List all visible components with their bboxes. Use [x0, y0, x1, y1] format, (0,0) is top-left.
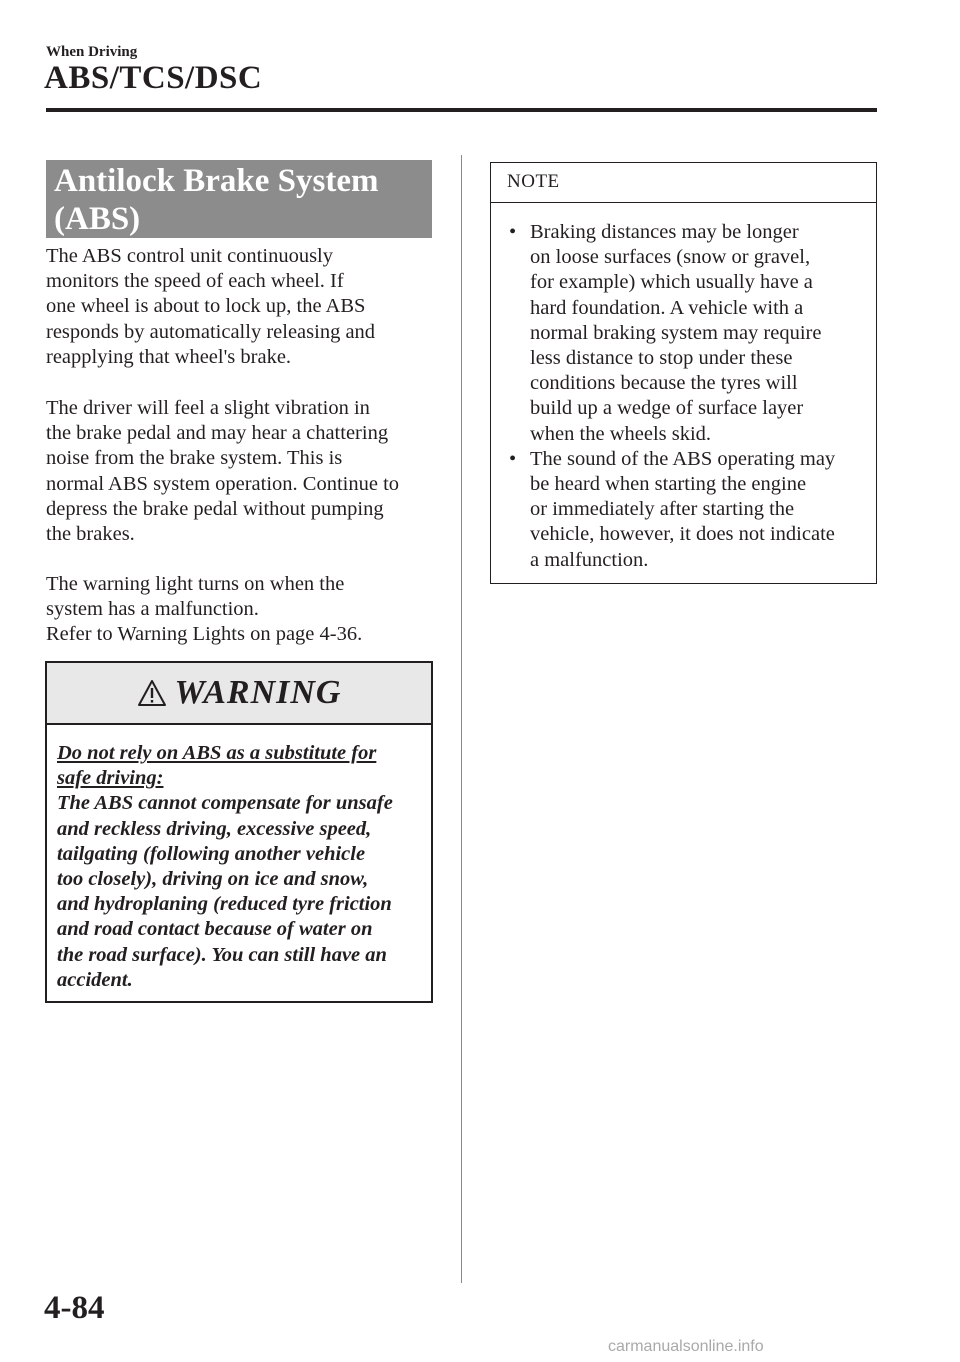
note-line: for example) which usually have a: [530, 271, 813, 294]
bullet-icon: •: [509, 447, 517, 470]
note-line: normal braking system may require: [530, 321, 822, 344]
page-number: 4-84: [44, 1290, 105, 1326]
warning-box: [45, 661, 433, 1003]
paragraph-abs-control: [46, 244, 438, 370]
note-line: build up a wedge of surface layer: [530, 397, 804, 420]
note-line: Braking distances may be longer: [530, 221, 799, 243]
header-rule: [46, 108, 877, 112]
paragraph-line: The driver will feel a slight vibration in: [46, 397, 370, 419]
paragraph-line: one wheel is about to lock up, the ABS: [46, 295, 366, 318]
note-body: [491, 203, 876, 573]
paragraph-warning-light: [46, 572, 438, 648]
note-line: less distance to stop under these: [530, 347, 793, 370]
note-box: [490, 162, 877, 584]
section-title-banner: [46, 160, 432, 238]
note-label: NOTE: [491, 163, 876, 203]
warning-body: [47, 725, 431, 993]
warning-body-line: and reckless driving, excessive speed,: [57, 817, 372, 840]
section-title-line-1: Antilock Brake System: [54, 163, 379, 199]
note-line: a malfunction.: [530, 548, 649, 571]
paragraph-line: depress the brake pedal without pumping: [46, 497, 384, 520]
note-line: on loose surfaces (snow or gravel,: [530, 246, 811, 269]
warning-body-line: accident.: [57, 968, 133, 991]
paragraph-line: the brakes.: [46, 523, 135, 546]
paragraph-line: normal ABS system operation. Continue to: [46, 472, 400, 495]
header-title: ABS/TCS/DSC: [44, 60, 263, 96]
watermark: carmanualsonline.info: [608, 1338, 764, 1355]
paragraph-line: the brake pedal and may hear a chattering: [46, 422, 389, 445]
warning-body-line: the road surface). You can still have an: [57, 943, 387, 966]
warning-heading-line: Do not rely on ABS as a substitute for: [57, 742, 377, 764]
warning-body-line: The ABS cannot compensate for unsafe: [57, 792, 393, 815]
note-line: vehicle, however, it does not indicate: [530, 523, 835, 546]
note-line: The sound of the ABS operating may: [530, 447, 836, 470]
paragraph-line: system has a malfunction.: [46, 598, 259, 621]
paragraph-line: reapplying that wheel's brake.: [46, 345, 292, 368]
warning-header: [47, 663, 431, 725]
paragraph-line: monitors the speed of each wheel. If: [46, 270, 344, 293]
note-item-abs-sound: [505, 447, 868, 573]
warning-body-line: too closely), driving on ice and snow,: [57, 868, 369, 891]
paragraph-line: The ABS control unit continuously: [46, 245, 333, 267]
note-line: conditions because the tyres will: [530, 372, 798, 395]
note-line: when the wheels skid.: [530, 422, 712, 445]
bullet-icon: •: [509, 221, 517, 243]
paragraph-line: responds by automatically releasing and: [46, 320, 376, 343]
warning-triangle-icon: [137, 679, 167, 707]
paragraph-line: The warning light turns on when the: [46, 573, 345, 595]
warning-body-line: and hydroplaning (reduced tyre friction: [57, 893, 392, 916]
section-title-line-2: (ABS): [54, 201, 141, 237]
page-reference-line: Refer to Warning Lights on page 4-36.: [46, 623, 363, 646]
note-line: or immediately after starting the: [530, 498, 795, 521]
warning-label: WARNING: [174, 674, 342, 711]
header-section-label: When Driving: [46, 44, 138, 60]
warning-body-line: tailgating (following another vehicle: [57, 842, 366, 865]
paragraph-line: noise from the brake system. This is: [46, 447, 343, 470]
note-line: hard foundation. A vehicle with a: [530, 296, 804, 319]
warning-heading-line: safe driving:: [57, 767, 164, 790]
note-item-braking-distance: [505, 220, 868, 447]
warning-body-line: and road contact because of water on: [57, 918, 373, 941]
paragraph-vibration: [46, 396, 438, 547]
column-divider: [461, 155, 462, 1283]
note-line: be heard when starting the engine: [530, 473, 807, 496]
